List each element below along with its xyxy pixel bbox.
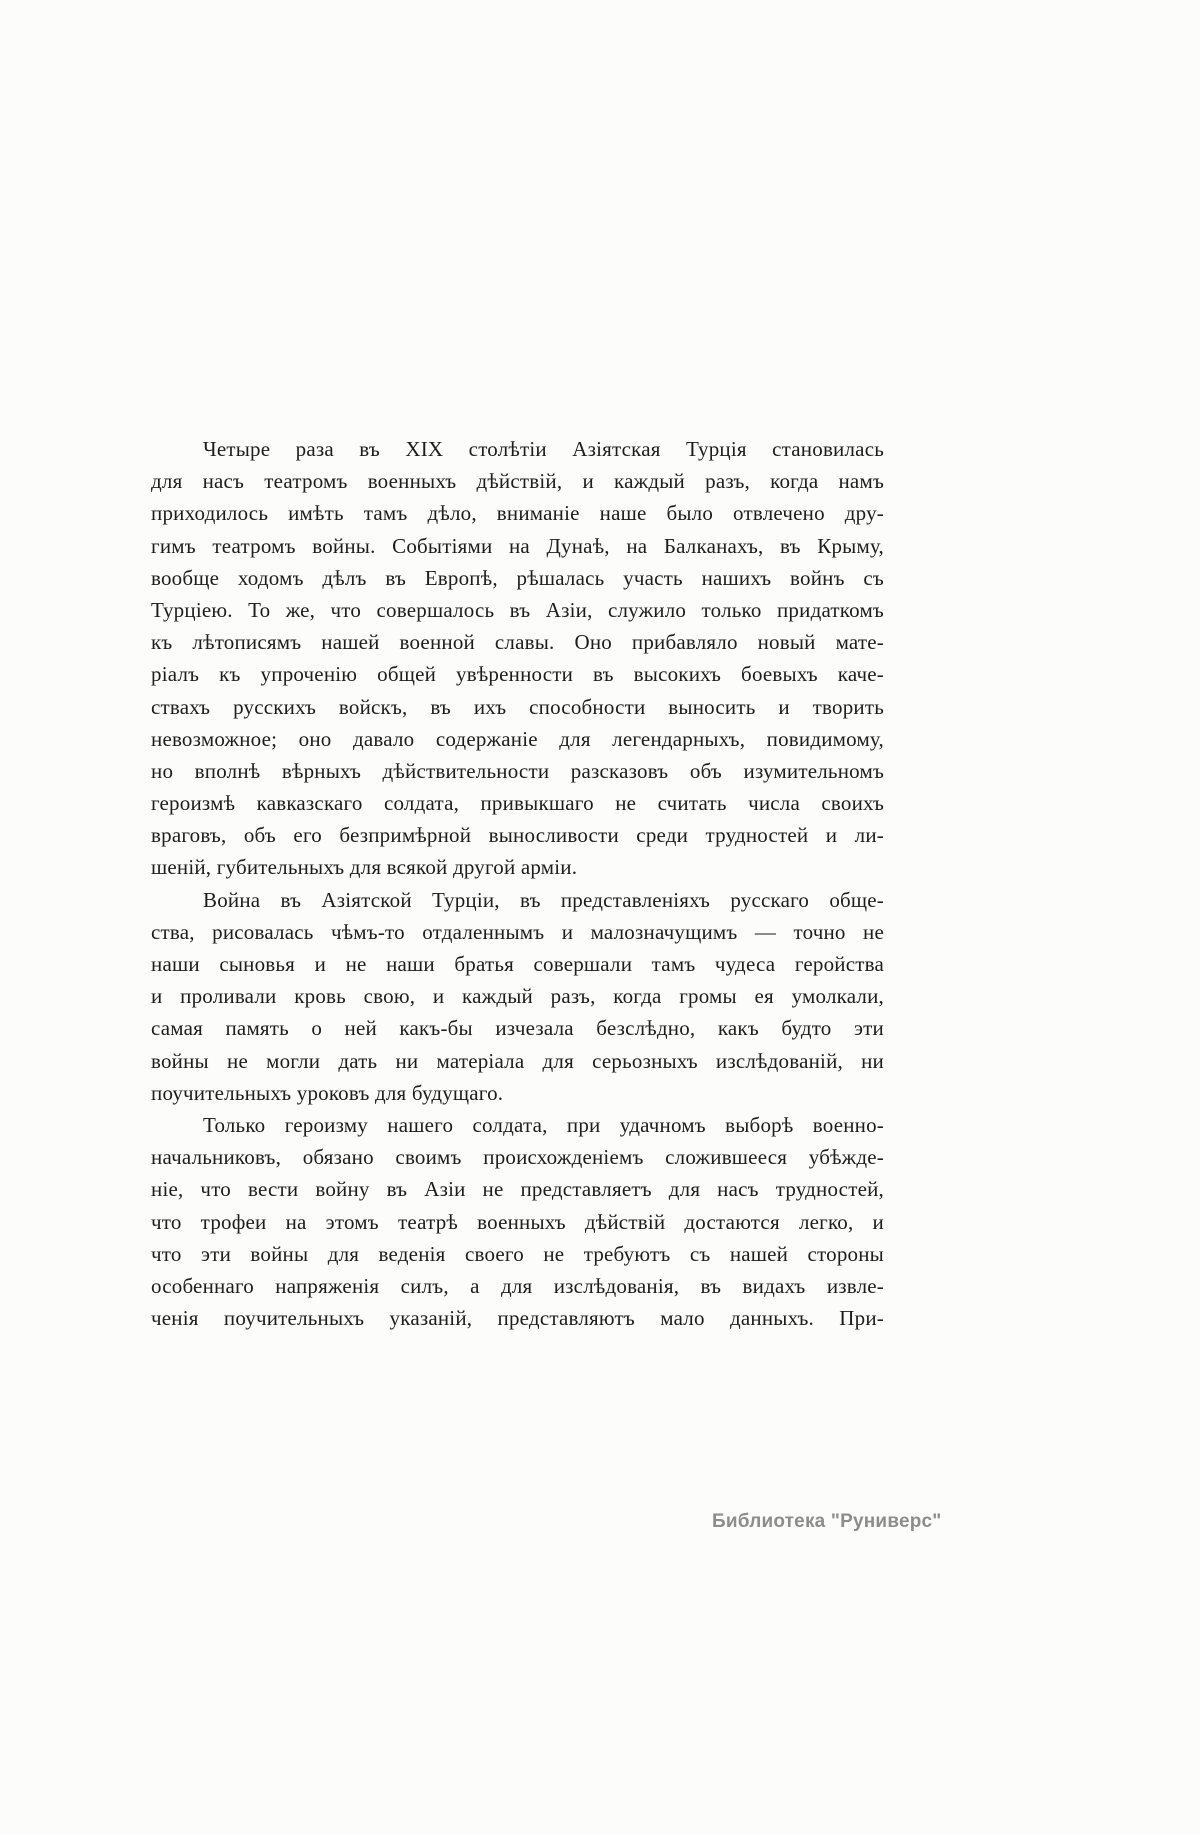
text-block [151, 433, 884, 1334]
text-line: ствахъ русскихъ войскъ, въ ихъ способности выносить и творить [151, 694, 884, 719]
text-line: героизмѣ кавказскаго солдата, привыкшаго не считать числа своихъ [151, 791, 884, 816]
text-line: для насъ театромъ военныхъ дѣйствій, и каждый разъ, когда намъ [151, 469, 884, 494]
text-line: но вполнѣ вѣрныхъ дѣйствительности разсказовъ объ изумительномъ [151, 758, 884, 783]
text-line: ства, рисовалась чѣмъ-то отдаленнымъ и малозначущимъ — точно не [151, 919, 884, 944]
text-line: вообще ходомъ дѣлъ въ Европѣ, рѣшалась участь нашихъ войнъ съ [151, 565, 884, 590]
text-line: ченія поучительныхъ указаній, представляютъ мало данныхъ. При- [151, 1306, 884, 1331]
text-line: Только героизму нашего солдата, при удачномъ выборѣ военно- [203, 1112, 884, 1137]
text-line: приходилось имѣть тамъ дѣло, вниманіе наше было отвлечено дру- [151, 501, 884, 526]
paragraph [151, 1109, 884, 1334]
text-line: самая память о ней какъ-бы изчезала безслѣдно, какъ будто эти [151, 1016, 884, 1041]
text-line: Турціею. То же, что совершалось въ Азіи, служило только придаткомъ [151, 597, 884, 622]
text-line: шеній, губительныхъ для всякой другой арміи. [151, 855, 578, 880]
text-line: Четыре раза въ XIX столѣтіи Азіятская Турція становилась [203, 437, 884, 461]
text-line: особеннаго напряженія силъ, а для изслѣдованія, въ видахъ извле- [151, 1273, 884, 1298]
text-line: начальниковъ, обязано своимъ происхожденіемъ сложившееся убѣжде- [151, 1145, 884, 1170]
paragraph [151, 433, 884, 884]
text-line: къ лѣтописямъ нашей военной славы. Оно прибавляло новый мате- [151, 630, 884, 655]
text-line: Война въ Азіятской Турціи, въ представленіяхъ русскаго обще- [203, 887, 884, 912]
text-line: что эти войны для веденія своего не требуютъ съ нашей стороны [151, 1241, 884, 1266]
library-watermark: Библиотека "Руниверс" [712, 1511, 942, 1532]
text-line: войны не могли дать ни матеріала для серьозныхъ изслѣдованій, ни [151, 1048, 884, 1073]
text-line: враговъ, объ его безпримѣрной выносливости среди трудностей и ли- [151, 823, 884, 848]
text-line: и проливали кровь свою, и каждый разъ, когда громы ея умолкали, [151, 984, 884, 1009]
paragraph [151, 884, 884, 1109]
text-line: невозможное; оно давало содержаніе для легендарныхъ, повидимому, [151, 726, 884, 751]
text-line: ніе, что вести войну въ Азіи не представляетъ для насъ трудностей, [151, 1177, 884, 1202]
text-line: ріалъ къ упроченію общей увѣренности въ высокихъ боевыхъ каче- [151, 662, 884, 687]
text-line: гимъ театромъ войны. Событіями на Дунаѣ, на Балканахъ, въ Крыму, [151, 533, 884, 558]
text-line: наши сыновья и не наши братья совершали тамъ чудеса геройства [151, 952, 884, 976]
text-line: что трофеи на этомъ театрѣ военныхъ дѣйствій достаются легко, и [151, 1209, 884, 1234]
text-line: поучительныхъ уроковъ для будущаго. [151, 1080, 504, 1105]
